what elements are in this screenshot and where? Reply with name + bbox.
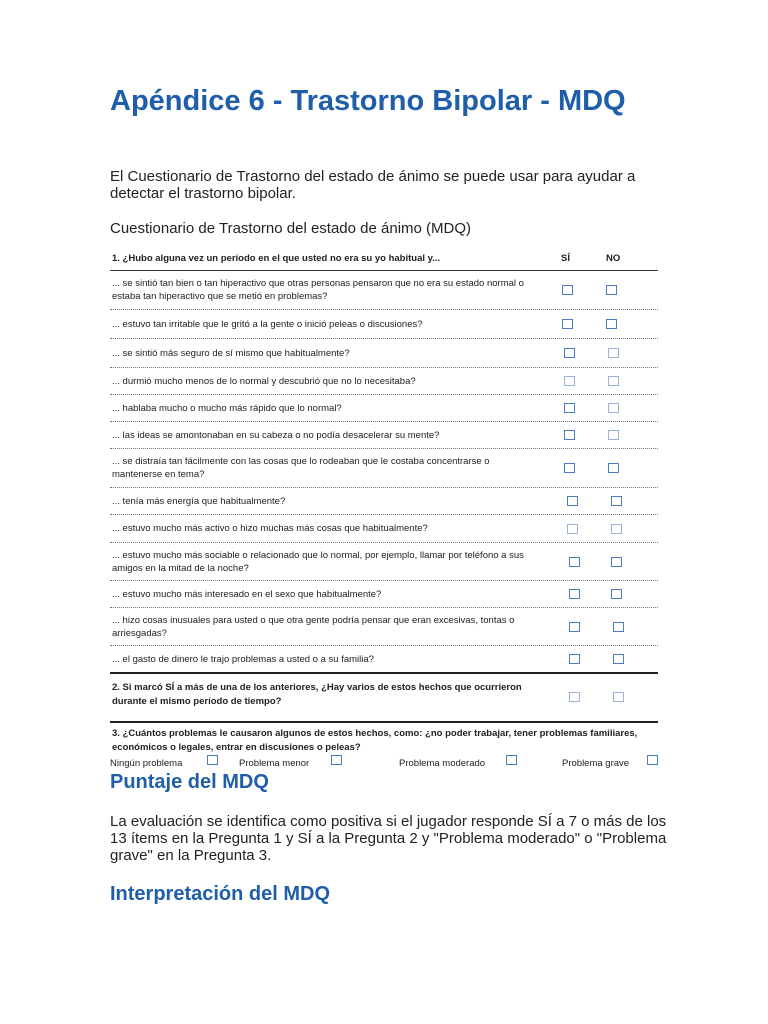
yes-column-label: SÍ: [561, 253, 570, 264]
item-text: ... hizo cosas inusuales para usted o que otra gente podría pensar que eran excesivas, tontas o arriesgadas?: [112, 614, 515, 639]
no-checkbox[interactable]: [613, 622, 624, 632]
mdq-form: [110, 248, 658, 775]
question-1-text: 1. ¿Hubo alguna vez un período en el que usted no era su yo habitual y...: [112, 253, 441, 264]
question-item-7: [110, 449, 658, 488]
no-checkbox[interactable]: [608, 463, 619, 473]
yes-checkbox[interactable]: [562, 319, 573, 329]
interpretation-heading: Interpretación del MDQ: [110, 883, 331, 905]
no-checkbox[interactable]: [608, 348, 619, 358]
no-checkbox[interactable]: [613, 692, 624, 702]
item-text: ... se distraía tan fácilmente con las cosas que lo rodeaban que le costaba concentrarse o mantenerse en tema?: [112, 456, 490, 480]
scoring-paragraph: La evaluación se identifica como positiva si el jugador responde SÍ a 7 o más de los 13 ítems en la Pregunta 1 y SÍ a la Pregunta 2 y "Problema moderado" o "Problema grave" en la Pregunta 3.: [110, 813, 667, 864]
yes-checkbox[interactable]: [569, 557, 580, 567]
question-3-text: 3. ¿Cuántos problemas le causaron algunos de estos hechos, como: ¿no poder trabajar, tener problemas familiares, económicos o legales, entrar en discusiones o peleas?: [112, 728, 638, 753]
question-item-11: [110, 581, 658, 608]
question-item-2: [110, 310, 658, 339]
question-item-12: [110, 608, 658, 646]
item-text: ... se sintió tan bien o tan hiperactivo que otras personas pensaron que no era su estado normal o estaba tan hiperactivo que se metió en problemas?: [112, 278, 524, 302]
no-checkbox[interactable]: [606, 285, 617, 295]
question-2-text: 2. Si marcó SÍ a más de una de los anteriores, ¿Hay varios de estos hechos que ocurrieron durante el mismo período de tiempo?: [112, 682, 522, 707]
yes-checkbox[interactable]: [567, 496, 578, 506]
yes-checkbox[interactable]: [564, 463, 575, 473]
item-text: ... estuvo mucho más activo o hizo muchas más cosas que habitualmente?: [112, 523, 428, 534]
question-item-9: [110, 515, 658, 543]
option-label-severe: Problema grave: [562, 758, 630, 769]
question-item-4: [110, 368, 658, 395]
item-text: ... estuvo mucho más interesado en el sexo que habitualmente?: [112, 588, 382, 600]
item-text: ... durmió mucho menos de lo normal y descubrió que no lo necesitaba?: [112, 375, 416, 387]
item-text: ... se sintió más seguro de sí mismo que habitualmente?: [112, 347, 350, 359]
no-checkbox[interactable]: [606, 319, 617, 329]
question-item-3: [110, 339, 658, 368]
yes-checkbox[interactable]: [569, 589, 580, 599]
question-1-header: [110, 248, 658, 271]
no-column-label: NO: [606, 253, 621, 264]
option-checkbox-none[interactable]: [207, 755, 218, 765]
no-checkbox[interactable]: [608, 403, 619, 413]
yes-checkbox[interactable]: [562, 285, 573, 295]
yes-checkbox[interactable]: [564, 348, 575, 358]
question-2: [110, 674, 658, 723]
item-text: ... estuvo mucho más sociable o relacionado que lo normal, por ejemplo, llamar por teléfono a sus amigos en la mitad de la noche?: [112, 549, 524, 574]
yes-checkbox[interactable]: [564, 376, 575, 386]
item-text: ... las ideas se amontonaban en su cabeza o no podía desacelerar su mente?: [112, 429, 440, 441]
question-3-options: [110, 755, 670, 771]
yes-checkbox[interactable]: [564, 430, 575, 440]
yes-checkbox[interactable]: [569, 622, 580, 632]
question-item-6: [110, 422, 658, 449]
question-item-5: [110, 395, 658, 422]
yes-checkbox[interactable]: [564, 403, 575, 413]
option-checkbox-moderate[interactable]: [506, 755, 517, 765]
question-item-13: [110, 646, 658, 674]
item-text: ... tenía más energía que habitualmente?: [112, 495, 286, 507]
item-text: ... el gasto de dinero le trajo problemas a usted o a su familia?: [112, 653, 374, 665]
form-caption: Cuestionario de Trastorno del estado de ánimo (MDQ): [110, 220, 472, 237]
page-title: Apéndice 6 - Trastorno Bipolar - MDQ: [110, 85, 626, 117]
option-label-moderate: Problema moderado: [399, 758, 486, 769]
no-checkbox[interactable]: [611, 496, 622, 506]
question-item-10: [110, 543, 658, 581]
no-checkbox[interactable]: [613, 654, 624, 664]
intro-paragraph: El Cuestionario de Trastorno del estado de ánimo se puede usar para ayudar a detectar el trastorno bipolar.: [110, 168, 636, 202]
scoring-heading: Puntaje del MDQ: [110, 771, 269, 793]
no-checkbox[interactable]: [608, 430, 619, 440]
question-item-1: [110, 271, 658, 310]
yes-checkbox[interactable]: [569, 692, 580, 702]
yes-checkbox[interactable]: [569, 654, 580, 664]
yes-checkbox[interactable]: [567, 524, 578, 534]
option-checkbox-minor[interactable]: [331, 755, 342, 765]
item-text: ... hablaba mucho o mucho más rápido que lo normal?: [112, 402, 342, 414]
no-checkbox[interactable]: [611, 557, 622, 567]
no-checkbox[interactable]: [611, 524, 622, 534]
option-label-none: Ningún problema: [110, 758, 183, 769]
item-text: ... estuvo tan irritable que le gritó a la gente o inició peleas o discusiones?: [112, 318, 423, 330]
no-checkbox[interactable]: [608, 376, 619, 386]
no-checkbox[interactable]: [611, 589, 622, 599]
option-checkbox-severe[interactable]: [647, 755, 658, 765]
question-item-8: [110, 488, 658, 515]
option-label-minor: Problema menor: [239, 758, 310, 769]
